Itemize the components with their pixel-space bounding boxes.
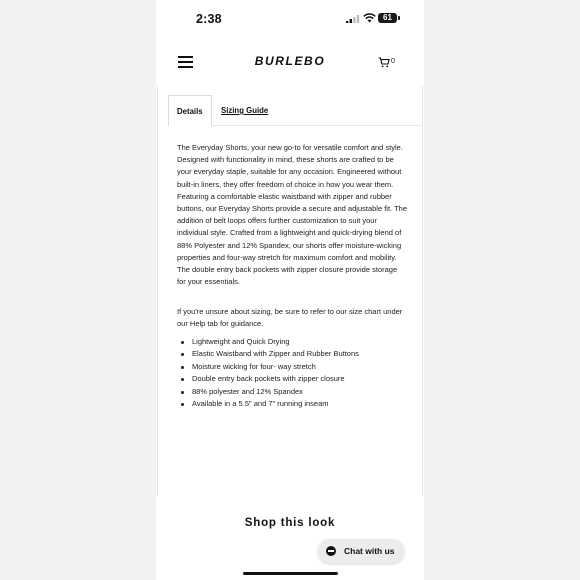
tab-details[interactable]	[168, 95, 212, 126]
content-border-right	[422, 86, 423, 496]
home-indicator[interactable]	[243, 572, 338, 575]
background-right	[424, 0, 580, 580]
feature-item: Double entry back pockets with zipper closure	[177, 373, 407, 385]
feature-item: Available in a 5.5" and 7" running inseam	[177, 398, 407, 410]
sizing-note: If you're unsure about sizing, be sure to refer to our size chart under our Help tab for guidance.	[177, 307, 403, 329]
chat-bubble-icon	[326, 546, 336, 556]
feature-item: 88% polyester and 12% Spandex	[177, 386, 407, 398]
tab-details-label: Details	[177, 107, 203, 116]
feature-item: Moisture wicking for four- way stretch	[177, 361, 407, 373]
shopping-cart-icon[interactable]	[378, 57, 390, 68]
wifi-icon	[363, 13, 376, 23]
feature-item: Lightweight and Quick Drying	[177, 336, 407, 348]
product-description: The Everyday Shorts, your new go-to for versatile comfort and style. Designed with functionality in mind, these shorts are crafted to be your everyday staple, suitable for any occasion. Engineered without built-in liners, they offer freedom of choice in how you wear them. Featuring a comfortable elastic waistband with zipper and rubber buttons, our Everyday Shorts provide a secure and adjustable fit. The addition of belt loops offers further customization to suit your individual style. Crafted from a lightweight and quick-drying blend of 88% Polyester and 12% Spandex, our shorts offer moisture-wicking properties and four-way stretch for maximum comfort and mobility. The double entry back pockets with zipper closure provide storage for your essentials.	[177, 143, 407, 287]
content-border-left	[157, 86, 158, 496]
tab-sizing-guide[interactable]: Sizing Guide	[221, 106, 269, 115]
shop-this-look-heading: Shop this look	[244, 517, 336, 529]
status-time: 2:38	[196, 12, 222, 26]
tab-divider	[211, 125, 422, 126]
cellular-signal-icon	[346, 15, 360, 23]
feature-item: Elastic Waistband with Zipper and Rubber Buttons	[177, 348, 407, 360]
chat-with-us-button[interactable]	[318, 539, 404, 563]
feature-list	[177, 336, 407, 410]
battery-icon: 61	[378, 13, 397, 23]
cart-count[interactable]: 0	[391, 58, 395, 65]
background-left	[0, 0, 156, 580]
brand-logo[interactable]: BURLEBO	[254, 54, 326, 68]
chat-label: Chat with us	[344, 546, 395, 556]
phone-screen	[156, 0, 424, 580]
